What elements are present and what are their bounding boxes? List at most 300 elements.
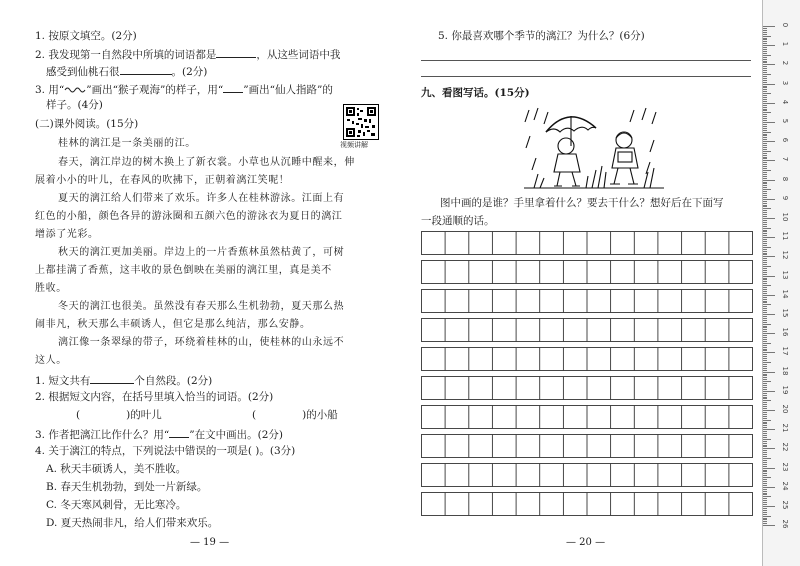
ruler-label: 4 (781, 99, 789, 105)
ruler-label: 21 (781, 423, 789, 433)
ruler-minor-tick (763, 53, 767, 54)
ruler-minor-tick (763, 260, 767, 261)
ruler-minor-tick (763, 132, 771, 133)
ruler-minor-tick (763, 435, 767, 436)
ruler-minor-tick (763, 191, 767, 192)
ruler-minor-tick (763, 109, 767, 110)
ruler-tick (763, 218, 775, 219)
ruler-minor-tick (763, 76, 767, 77)
ruler-minor-tick (763, 322, 767, 323)
ruler-minor-tick (763, 145, 767, 146)
ruler-label: 24 (781, 481, 789, 491)
ruler-minor-tick (763, 437, 767, 438)
question-2-text: ，从这些词语中我 (256, 49, 341, 61)
straight-line-icon (223, 81, 243, 93)
ruler-minor-tick (763, 454, 767, 455)
ruler-minor-tick (763, 151, 771, 152)
ruler-minor-tick (763, 431, 767, 432)
ruler-minor-tick (763, 162, 767, 163)
ruler-minor-tick (763, 279, 767, 280)
reading-question-text: ”在文中画出。(2分) (189, 429, 283, 441)
ruler-minor-tick (763, 416, 767, 417)
ruler-minor-tick (763, 318, 767, 319)
ruler-minor-tick (763, 441, 767, 442)
ruler-minor-tick (763, 327, 767, 328)
ruler-tick (763, 295, 775, 296)
ruler-minor-tick (763, 253, 767, 254)
ruler-tick (763, 525, 775, 526)
ruler-minor-tick (763, 241, 767, 242)
ruler-minor-tick (763, 423, 767, 424)
ruler-minor-tick (763, 519, 767, 520)
ruler-minor-tick (763, 283, 767, 284)
reading-question-text: 个自然段。(2分) (134, 375, 213, 387)
ruler-label: 10 (781, 212, 789, 222)
ruler-minor-tick (763, 149, 767, 150)
ruler-minor-tick (763, 97, 767, 98)
ruler-minor-tick (763, 485, 767, 486)
ruler-minor-tick (763, 112, 771, 113)
option-c[interactable]: C. 冬天寒风刺骨，无比寒冷。 (46, 499, 187, 511)
ruler-minor-tick (763, 514, 767, 515)
ruler-minor-tick (763, 272, 767, 273)
ruler-minor-tick (763, 61, 767, 62)
ruler-minor-tick (763, 158, 767, 159)
option-b[interactable]: B. 春天生机勃勃，到处一片新绿。 (46, 481, 208, 493)
ruler-minor-tick (763, 433, 767, 434)
ruler-tick (763, 256, 775, 257)
ruler-minor-tick (763, 281, 767, 282)
passage-line: 冬天的漓江也很美。虽然没有春天那么生机勃勃，夏天那么热 (58, 301, 345, 312)
question-3-text: 3. 用“ (35, 84, 65, 96)
ruler-label: 26 (781, 519, 789, 529)
passage-line: 这人。 (35, 355, 67, 366)
ruler-minor-tick (763, 347, 767, 348)
ruler-minor-tick (763, 370, 767, 371)
question-3-text: ”画出“猴子观海”的样子，用“ (86, 84, 224, 96)
ruler-minor-tick (763, 195, 767, 196)
ruler-minor-tick (763, 137, 767, 138)
ruler-minor-tick (763, 49, 767, 50)
ruler-minor-tick (763, 166, 767, 167)
ruler-minor-tick (763, 460, 767, 461)
ruler-minor-tick (763, 80, 767, 81)
ruler-minor-tick (763, 153, 767, 154)
ruler-minor-tick (763, 500, 767, 501)
ruler-minor-tick (763, 387, 767, 388)
ruler-minor-tick (763, 233, 767, 234)
ruler-minor-tick (763, 331, 767, 332)
ruler-minor-tick (763, 450, 767, 451)
ruler-minor-tick (763, 512, 767, 513)
option-a[interactable]: A. 秋天丰硕诱人，美不胜收。 (46, 463, 187, 475)
ruler-minor-tick (763, 301, 767, 302)
passage-line: 红色的小船，颜色各异的游泳圈和五颜六色的游泳衣为夏日的漓江 (35, 211, 343, 222)
ruler-minor-tick (763, 312, 767, 313)
ruler-minor-tick (763, 349, 767, 350)
qr-caption: 视频讲解 (340, 141, 368, 149)
question-2-text: 。(2分) (171, 66, 208, 78)
ruler-minor-tick (763, 107, 767, 108)
reading-question-2-option-1 (76, 408, 162, 422)
ruler-minor-tick (763, 425, 767, 426)
ruler-minor-tick (763, 329, 767, 330)
ruler-minor-tick (763, 516, 771, 517)
ruler-tick (763, 141, 775, 142)
ruler-minor-tick (763, 446, 767, 447)
ruler-minor-tick (763, 101, 767, 102)
ruler-minor-tick (763, 193, 767, 194)
ruler-minor-tick (763, 41, 767, 42)
ruler-tick (763, 180, 775, 181)
ruler-tick (763, 84, 775, 85)
ruler-minor-tick (763, 337, 767, 338)
ruler-minor-tick (763, 32, 767, 33)
ruler-label: 9 (781, 195, 789, 201)
question-5: 5. 你最喜欢哪个季节的漓江？为什么？(6分) (438, 30, 645, 42)
ruler-minor-tick (763, 51, 767, 52)
ruler-minor-tick (763, 251, 767, 252)
ruler-minor-tick (763, 134, 767, 135)
ruler-minor-tick (763, 55, 771, 56)
ruler-minor-tick (763, 258, 767, 259)
ruler-minor-tick (763, 87, 767, 88)
ruler-label: 19 (781, 385, 789, 395)
ruler-minor-tick (763, 57, 767, 58)
ruler-minor-tick (763, 124, 767, 125)
option-text: )的叶儿 (126, 409, 162, 421)
ruler-label: 18 (781, 366, 789, 376)
ruler-minor-tick (763, 339, 767, 340)
ruler-label: 15 (781, 308, 789, 318)
ruler-minor-tick (763, 464, 767, 465)
ruler-minor-tick (763, 302, 767, 303)
ruler-minor-tick (763, 34, 767, 35)
ruler-minor-tick (763, 412, 767, 413)
ruler-minor-tick (763, 187, 767, 188)
ruler-minor-tick (763, 479, 767, 480)
passage-line: 闹非凡，秋天那么丰硕诱人，但它是那么纯洁，那么安静。 (35, 319, 311, 330)
ruler-tick (763, 64, 775, 65)
ruler-minor-tick (763, 203, 767, 204)
passage-line: 春天，漓江岸边的树木换上了新衣裳。小草也从沉睡中醒来，伸 (58, 157, 355, 168)
ruler-minor-tick (763, 508, 767, 509)
ruler-minor-tick (763, 78, 767, 79)
ruler-minor-tick (763, 287, 767, 288)
ruler-minor-tick (763, 278, 767, 279)
writing-grid[interactable] (421, 231, 753, 523)
ruler-minor-tick (763, 374, 767, 375)
ruler-minor-tick (763, 264, 767, 265)
ruler-tick (763, 410, 775, 411)
ruler-minor-tick (763, 82, 767, 83)
picture-prompt-line-2: 一段通顺的话。 (421, 215, 495, 227)
ruler-minor-tick (763, 222, 767, 223)
ruler-minor-tick (763, 377, 767, 378)
passage-line: 上都挂满了香蕉，这丰收的景色倒映在美丽的漓江里，真是美不 (35, 265, 332, 276)
ruler-minor-tick (763, 206, 767, 207)
ruler-minor-tick (763, 285, 771, 286)
ruler-minor-tick (763, 245, 767, 246)
question-2-text: 2. 我发现第一自然段中所填的词语都是 (35, 49, 217, 61)
ruler-minor-tick (763, 36, 771, 37)
ruler-tick (763, 160, 775, 161)
ruler-minor-tick (763, 168, 767, 169)
passage-line: 秋天的漓江更加美丽。岸边上的一片香蕉林虽然枯黄了，可树 (58, 247, 345, 258)
question-2-line-1 (35, 46, 340, 62)
ruler-minor-tick (763, 404, 767, 405)
ruler-minor-tick (763, 118, 767, 119)
ruler-minor-tick (763, 427, 767, 428)
ruler-tick (763, 429, 775, 430)
ruler-minor-tick (763, 220, 767, 221)
ruler-minor-tick (763, 224, 767, 225)
ruler-minor-tick (763, 86, 767, 87)
ruler-tick (763, 487, 775, 488)
ruler-minor-tick (763, 291, 767, 292)
answer-line[interactable] (421, 60, 751, 61)
ruler-minor-tick (763, 477, 771, 478)
option-text: )的小船 (302, 409, 338, 421)
ruler-minor-tick (763, 216, 767, 217)
reading-question-text: 3. 作者把漓江比作什么？用“ (35, 429, 170, 441)
ruler-minor-tick (763, 320, 767, 321)
ruler-tick (763, 352, 775, 353)
ruler-minor-tick (763, 498, 767, 499)
ruler-minor-tick (763, 343, 771, 344)
ruler-label: 3 (781, 80, 789, 85)
ruler-minor-tick (763, 493, 767, 494)
ruler-minor-tick (763, 235, 767, 236)
ruler-minor-tick (763, 483, 767, 484)
ruler-label: 17 (781, 346, 789, 356)
ruler-minor-tick (763, 249, 767, 250)
ruler-minor-tick (763, 381, 771, 382)
ruler-minor-tick (763, 228, 771, 229)
ruler-minor-tick (763, 189, 771, 190)
ruler-minor-tick (763, 462, 767, 463)
ruler-minor-tick (763, 420, 771, 421)
answer-line[interactable] (421, 76, 751, 77)
page-number: — 20 — (566, 537, 606, 548)
bracket: ( (252, 409, 257, 421)
ruler-minor-tick (763, 360, 767, 361)
ruler-minor-tick (763, 470, 767, 471)
passage-line: 漓江像一条翠绿的带子，环绕着桂林的山，使桂林的山永远不 (58, 337, 345, 348)
ruler-label: 25 (781, 500, 789, 510)
reading-question-3 (35, 426, 283, 442)
ruler-minor-tick (763, 38, 767, 39)
reading-question-1 (35, 372, 212, 388)
ruler-label: 13 (781, 270, 789, 280)
ruler-minor-tick (763, 375, 767, 376)
ruler-minor-tick (763, 289, 767, 290)
picture-prompt-line-1: 图中画的是谁？手里拿着什么？要去干什么？想好后在下面写 (440, 197, 724, 209)
ruler-minor-tick (763, 308, 767, 309)
page-number: — 19 — (190, 537, 230, 548)
ruler-minor-tick (763, 110, 767, 111)
ruler-minor-tick (763, 214, 767, 215)
question-1: 1. 按原文填空。(2分) (35, 30, 137, 42)
passage-title: 桂林的漓江是一条美丽的江。 (58, 138, 196, 149)
ruler-minor-tick (763, 74, 771, 75)
ruler-minor-tick (763, 95, 767, 96)
ruler-minor-tick (763, 496, 771, 497)
ruler-minor-tick (763, 205, 767, 206)
ruler-label: 11 (781, 231, 789, 241)
ruler-minor-tick (763, 335, 767, 336)
ruler-minor-tick (763, 268, 767, 269)
ruler-minor-tick (763, 155, 767, 156)
ruler-minor-tick (763, 47, 767, 48)
ruler-label: 5 (781, 118, 789, 124)
ruler-minor-tick (763, 62, 767, 63)
answer-blank[interactable] (90, 372, 134, 384)
ruler-minor-tick (763, 304, 771, 305)
ruler-minor-tick (763, 170, 771, 171)
ruler-label: 7 (781, 157, 789, 162)
ruler-minor-tick (763, 362, 771, 363)
ruler-tick (763, 45, 775, 46)
reading-question-4: 4. 关于漓江的特点，下列说法中错误的一项是( )。(3分) (35, 445, 296, 457)
option-d[interactable]: D. 夏天热闹非凡，给人们带来欢乐。 (46, 517, 219, 529)
ruler-minor-tick (763, 297, 767, 298)
ruler-label: 16 (781, 327, 789, 337)
section-heading-picture-writing: 九、看图写话。(15分) (421, 87, 530, 99)
ruler-minor-tick (763, 266, 771, 267)
ruler-minor-tick (763, 89, 767, 90)
ruler-minor-tick (763, 39, 767, 40)
rain-picture-icon (524, 106, 664, 190)
ruler-minor-tick (763, 182, 767, 183)
ruler-minor-tick (763, 393, 767, 394)
ruler-minor-tick (763, 510, 767, 511)
question-3-line-1 (35, 81, 333, 97)
ruler-minor-tick (763, 230, 767, 231)
ruler-minor-tick (763, 201, 767, 202)
ruler-minor-tick (763, 379, 767, 380)
ruler-label: 22 (781, 442, 789, 452)
ruler-minor-tick (763, 366, 767, 367)
ruler-label: 8 (781, 176, 789, 181)
ruler-minor-tick (763, 43, 767, 44)
question-3-text: ”画出“仙人指路”的 (243, 84, 333, 96)
ruler-tick (763, 391, 775, 392)
ruler-minor-tick (763, 356, 767, 357)
ruler-minor-tick (763, 443, 767, 444)
ruler-minor-tick (763, 197, 767, 198)
section-heading-reading: (二)课外阅读。(15分) (35, 118, 139, 130)
ruler-minor-tick (763, 518, 767, 519)
ruler-minor-tick (763, 471, 767, 472)
ruler-minor-tick (763, 135, 767, 136)
ruler-minor-tick (763, 157, 767, 158)
ruler-minor-tick (763, 402, 767, 403)
ruler-minor-tick (763, 99, 767, 100)
ruler-minor-tick (763, 324, 771, 325)
straight-line-icon (169, 426, 189, 438)
answer-blank[interactable] (216, 46, 256, 58)
ruler-minor-tick (763, 368, 767, 369)
ruler-minor-tick (763, 400, 771, 401)
ruler-tick (763, 506, 775, 507)
ruler-minor-tick (763, 299, 767, 300)
ruler-tick (763, 237, 775, 238)
ruler-minor-tick (763, 306, 767, 307)
qr-code-icon[interactable] (343, 104, 379, 140)
ruler-minor-tick (763, 350, 767, 351)
ruler-minor-tick (763, 147, 767, 148)
ruler-minor-tick (763, 176, 767, 177)
ruler-minor-tick (763, 439, 771, 440)
ruler-minor-tick (763, 414, 767, 415)
ruler-minor-tick (763, 389, 767, 390)
ruler-minor-tick (763, 93, 771, 94)
ruler-minor-tick (763, 345, 767, 346)
ruler-minor-tick (763, 445, 767, 446)
ruler-label: 6 (781, 137, 789, 143)
ruler-minor-tick (763, 128, 767, 129)
ruler-minor-tick (763, 383, 767, 384)
ruler-minor-tick (763, 143, 767, 144)
ruler-tick (763, 276, 775, 277)
ruler-minor-tick (763, 226, 767, 227)
ruler-minor-tick (763, 183, 767, 184)
ruler-minor-tick (763, 491, 767, 492)
ruler-minor-tick (763, 139, 767, 140)
ruler-minor-tick (763, 504, 767, 505)
ruler-minor-tick (763, 422, 767, 423)
ruler-tick (763, 314, 775, 315)
passage-line: 展着小小的叶儿，在春风的吹拂下，正朝着漓江笑呢！ (35, 175, 290, 186)
ruler-minor-tick (763, 120, 767, 121)
ruler-minor-tick (763, 28, 767, 29)
ruler-minor-tick (763, 262, 767, 263)
ruler-tick (763, 122, 775, 123)
ruler-minor-tick (763, 521, 767, 522)
ruler-minor-tick (763, 395, 767, 396)
ruler-tick (763, 448, 775, 449)
ruler-minor-tick (763, 408, 767, 409)
question-3-line-2: 样子。(4分) (46, 99, 103, 111)
ruler-minor-tick (763, 212, 767, 213)
question-2-text: 感受到仙桃石很 (46, 66, 120, 78)
ruler-minor-tick (763, 456, 767, 457)
ruler-minor-tick (763, 172, 767, 173)
ruler-tick (763, 468, 775, 469)
ruler-label: 14 (781, 289, 789, 299)
ruler-minor-tick (763, 164, 767, 165)
ruler-minor-tick (763, 293, 767, 294)
ruler-minor-tick (763, 116, 767, 117)
passage-line: 胜收。 (35, 283, 67, 294)
ruler-minor-tick (763, 270, 767, 271)
ruler-label: 0 (781, 22, 789, 28)
ruler-label: 23 (781, 462, 789, 472)
answer-blank[interactable] (120, 63, 172, 75)
ruler-minor-tick (763, 481, 767, 482)
ruler-minor-tick (763, 30, 767, 31)
ruler-tick (763, 103, 775, 104)
ruler-minor-tick (763, 452, 767, 453)
ruler-minor-tick (763, 59, 767, 60)
ruler-minor-tick (763, 105, 767, 106)
ruler-minor-tick (763, 489, 767, 490)
ruler-minor-tick (763, 208, 771, 209)
ruler-minor-tick (763, 364, 767, 365)
ruler (762, 0, 800, 566)
question-2-line-2 (46, 63, 207, 79)
